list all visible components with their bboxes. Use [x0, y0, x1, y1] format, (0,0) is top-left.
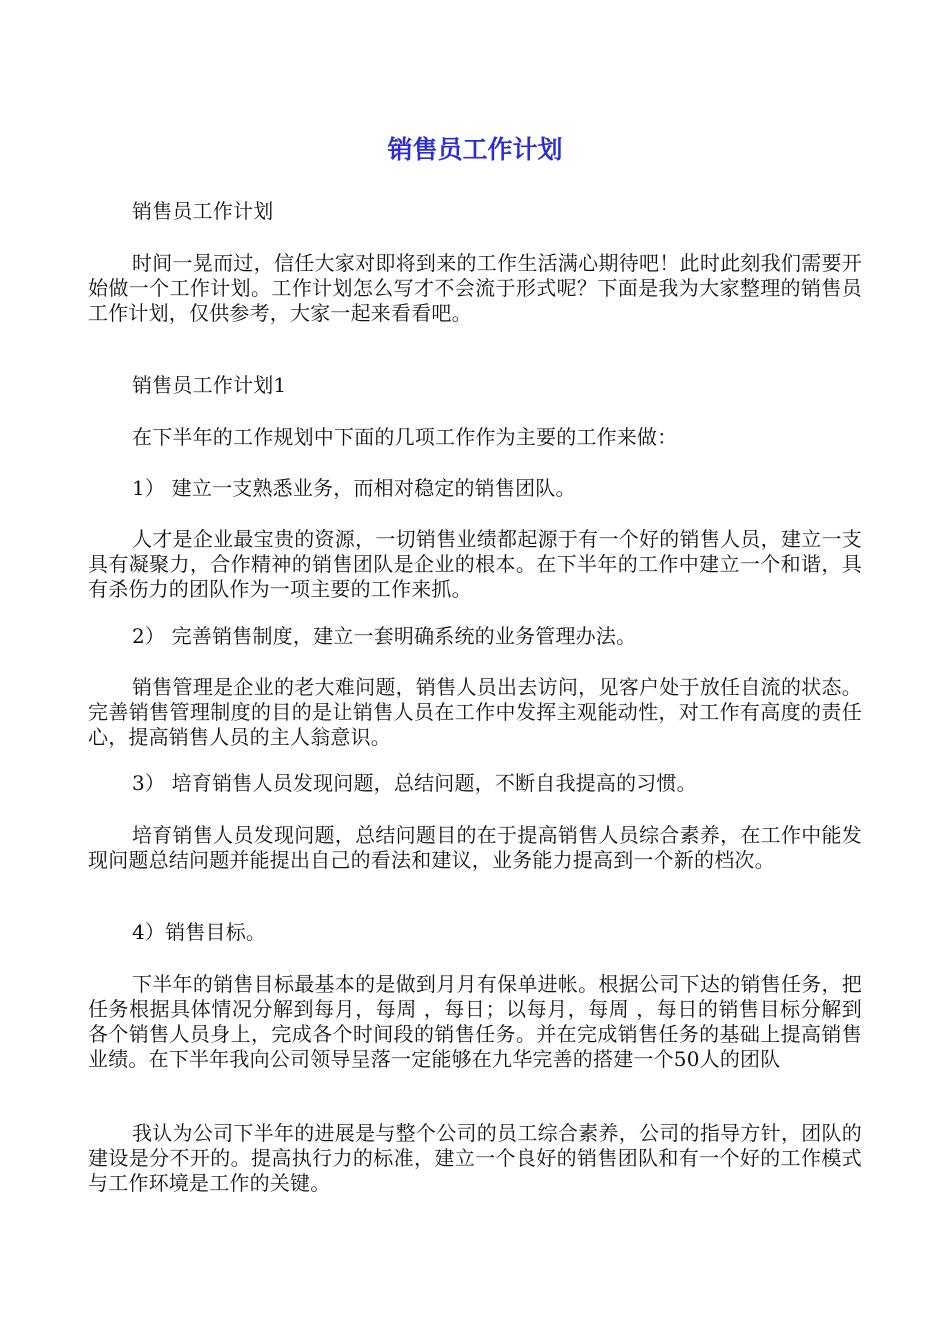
body-paragraph: 销售管理是企业的老大难问题，销售人员出去访问，见客户处于放任自流的状态。完善销售管理制度的目的是让销售人员在工作中发挥主观能动性，对工作有高度的责任心，提高销售人员的主人翁意识。 [88, 675, 862, 749]
list-item-heading: 3） 培育销售人员发现问题，总结问题，不断自我提高的习惯。 [132, 771, 697, 795]
list-item-heading: 4）销售目标。 [132, 920, 267, 944]
list-item-heading: 1） 建立一支熟悉业务，而相对稳定的销售团队。 [132, 476, 576, 500]
body-paragraph: 我认为公司下半年的进展是与整个公司的员工综合素养，公司的指导方针，团队的建设是分不开的。提高执行力的标准，建立一个良好的销售团队和有一个好的工作模式与工作环境是工作的关键。 [88, 1121, 862, 1195]
intro-paragraph: 时间一晃而过，信任大家对即将到来的工作生活满心期待吧！此时此刻我们需要开始做一个工作计划。工作计划怎么写才不会流于形式呢？下面是我为大家整理的销售员工作计划，仅供参考，大家一起来看看吧。 [88, 251, 862, 325]
subtitle-paragraph: 销售员工作计划 [132, 199, 274, 223]
body-paragraph: 人才是企业最宝贵的资源，一切销售业绩都起源于有一个好的销售人员，建立一支具有凝聚力，合作精神的销售团队是企业的根本。在下半年的工作中建立一个和谐，具有杀伤力的团队作为一项主要的工作来抓。 [88, 527, 862, 601]
body-paragraph: 培育销售人员发现问题，总结问题目的在于提高销售人员综合素养，在工作中能发现问题总结问题并能提出自己的看法和建议，业务能力提高到一个新的档次。 [88, 823, 862, 872]
body-paragraph: 下半年的销售目标最基本的是做到月月有保单进帐。根据公司下达的销售任务，把任务根据具体情况分解到每月，每周 ，每日；以每月，每周 ，每日的销售目标分解到各个销售人员身上，完成各个时间段的销售任务。并在完成销售任务的基础上提高销售业绩。在下半年我向公司领导呈落一定能够在九华完善的搭建一个50人的团队 [88, 972, 862, 1071]
list-item-heading: 2） 完善销售制度，建立一套明确系统的业务管理办法。 [132, 624, 637, 648]
body-paragraph: 在下半年的工作规划中下面的几项工作作为主要的工作来做： [132, 425, 678, 449]
page-title: 销售员工作计划 [387, 135, 563, 164]
section-heading: 销售员工作计划1 [132, 373, 287, 397]
